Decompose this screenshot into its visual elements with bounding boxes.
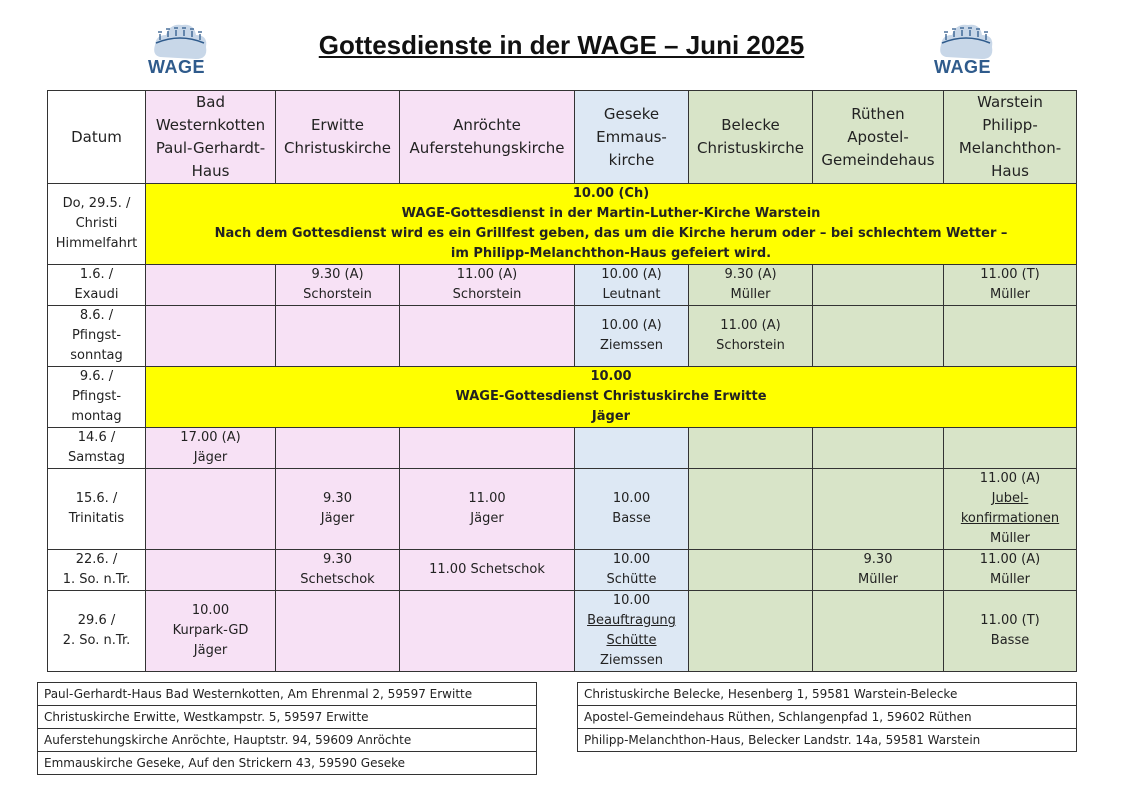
address-item: Apostel-Gemeindehaus Rüthen, Schlangenpfad 1, 59602 Rüthen	[578, 706, 1077, 729]
joint-service-cell: 10.00 WAGE-Gottesdienst Christuskirche Erwitte Jäger	[146, 367, 1077, 428]
date-cell: 14.6 / Samstag	[48, 428, 146, 469]
service-cell: 10.00 Basse	[575, 469, 689, 550]
service-cell: 11.00 (A) Schorstein	[400, 265, 575, 306]
service-cell	[813, 428, 944, 469]
address-item: Paul-Gerhardt-Haus Bad Westernkotten, Am Ehrenmal 2, 59597 Erwitte	[38, 683, 537, 706]
header-ruethen: Rüthen Apostel- Gemeindehaus	[813, 91, 944, 184]
wage-logo-right	[928, 15, 1008, 85]
service-cell	[813, 469, 944, 550]
service-cell: 11.00 Schetschok	[400, 550, 575, 591]
service-cell: 17.00 (A) Jäger	[146, 428, 276, 469]
service-cell	[575, 428, 689, 469]
service-cell	[146, 469, 276, 550]
service-cell: 9.30 Müller	[813, 550, 944, 591]
date-cell: 8.6. / Pfingst- sonntag	[48, 306, 146, 367]
service-cell: 10.00 Schütte	[575, 550, 689, 591]
address-list-left	[37, 682, 537, 775]
service-cell: 11.00 (A) Schorstein	[689, 306, 813, 367]
header-bad-westernkotten: Bad Westernkotten Paul-Gerhardt- Haus	[146, 91, 276, 184]
address-item: Philipp-Melanchthon-Haus, Belecker Landstr. 14a, 59581 Warstein	[578, 729, 1077, 752]
service-cell	[689, 550, 813, 591]
service-cell	[813, 306, 944, 367]
service-cell: 11.00 (T) Basse	[944, 591, 1077, 672]
service-cell	[689, 591, 813, 672]
service-cell	[276, 306, 400, 367]
address-item: Emmauskirche Geseke, Auf den Strickern 43, 59590 Geseke	[38, 752, 537, 775]
date-cell: Do, 29.5. / Christi Himmelfahrt	[48, 184, 146, 265]
logo-text: WAGE	[934, 57, 992, 77]
service-cell: 10.00 (A) Leutnant	[575, 265, 689, 306]
service-cell	[944, 306, 1077, 367]
service-cell: 9.30 (A) Müller	[689, 265, 813, 306]
service-cell	[400, 591, 575, 672]
header-geseke: Geseke Emmaus- kirche	[575, 91, 689, 184]
service-cell: 9.30 Jäger	[276, 469, 400, 550]
table-row	[48, 469, 1077, 550]
date-cell: 29.6 / 2. So. n.Tr.	[48, 591, 146, 672]
table-row	[48, 184, 1077, 265]
service-cell: 9.30 Schetschok	[276, 550, 400, 591]
header-row	[48, 91, 1077, 184]
service-cell: 11.00 (A) Jubel- konfirmationen Müller	[944, 469, 1077, 550]
date-cell: 22.6. / 1. So. n.Tr.	[48, 550, 146, 591]
header-erwitte: Erwitte Christuskirche	[276, 91, 400, 184]
service-cell: 10.00 (A) Ziemssen	[575, 306, 689, 367]
service-cell	[689, 428, 813, 469]
address-item: Christuskirche Erwitte, Westkampstr. 5, 59597 Erwitte	[38, 706, 537, 729]
service-cell	[813, 265, 944, 306]
logo-text: WAGE	[148, 57, 206, 77]
service-cell	[944, 428, 1077, 469]
service-schedule-table	[47, 90, 1077, 672]
address-list-right	[577, 682, 1077, 752]
date-cell: 9.6. / Pfingst- montag	[48, 367, 146, 428]
service-cell: 10.00 Kurpark-GD Jäger	[146, 591, 276, 672]
service-cell	[689, 469, 813, 550]
table-row	[48, 265, 1077, 306]
table-row	[48, 428, 1077, 469]
service-cell	[400, 306, 575, 367]
service-cell	[813, 591, 944, 672]
table-row	[48, 306, 1077, 367]
date-cell: 15.6. / Trinitatis	[48, 469, 146, 550]
header-belecke: Belecke Christuskirche	[689, 91, 813, 184]
header-warstein: Warstein Philipp- Melanchthon- Haus	[944, 91, 1077, 184]
header-anroechte: Anröchte Auferstehungskirche	[400, 91, 575, 184]
service-cell	[146, 306, 276, 367]
table-row	[48, 367, 1077, 428]
service-cell: 9.30 (A) Schorstein	[276, 265, 400, 306]
service-cell: 11.00 Jäger	[400, 469, 575, 550]
service-cell	[276, 591, 400, 672]
wage-logo-left	[142, 15, 222, 85]
service-cell	[146, 550, 276, 591]
header-datum: Datum	[48, 91, 146, 184]
page-title: Gottesdienste in der WAGE – Juni 2025	[318, 30, 805, 60]
service-cell: 11.00 (A) Müller	[944, 550, 1077, 591]
table-row	[48, 591, 1077, 672]
service-cell: 11.00 (T) Müller	[944, 265, 1077, 306]
service-cell	[276, 428, 400, 469]
service-cell	[400, 428, 575, 469]
table-row	[48, 550, 1077, 591]
service-cell	[146, 265, 276, 306]
service-cell: 10.00 Beauftragung Schütte Ziemssen	[575, 591, 689, 672]
address-item: Auferstehungskirche Anröchte, Hauptstr. 94, 59609 Anröchte	[38, 729, 537, 752]
address-item: Christuskirche Belecke, Hesenberg 1, 59581 Warstein-Belecke	[578, 683, 1077, 706]
joint-service-cell: 10.00 (Ch) WAGE-Gottesdienst in der Martin-Luther-Kirche Warstein Nach dem Gottesdienst wird es ein Grillfest geben, das um die Kirche herum oder – bei schlechtem Wetter – im Philipp-Melanchthon-Haus gefeiert wird.	[146, 184, 1077, 265]
date-cell: 1.6. / Exaudi	[48, 265, 146, 306]
